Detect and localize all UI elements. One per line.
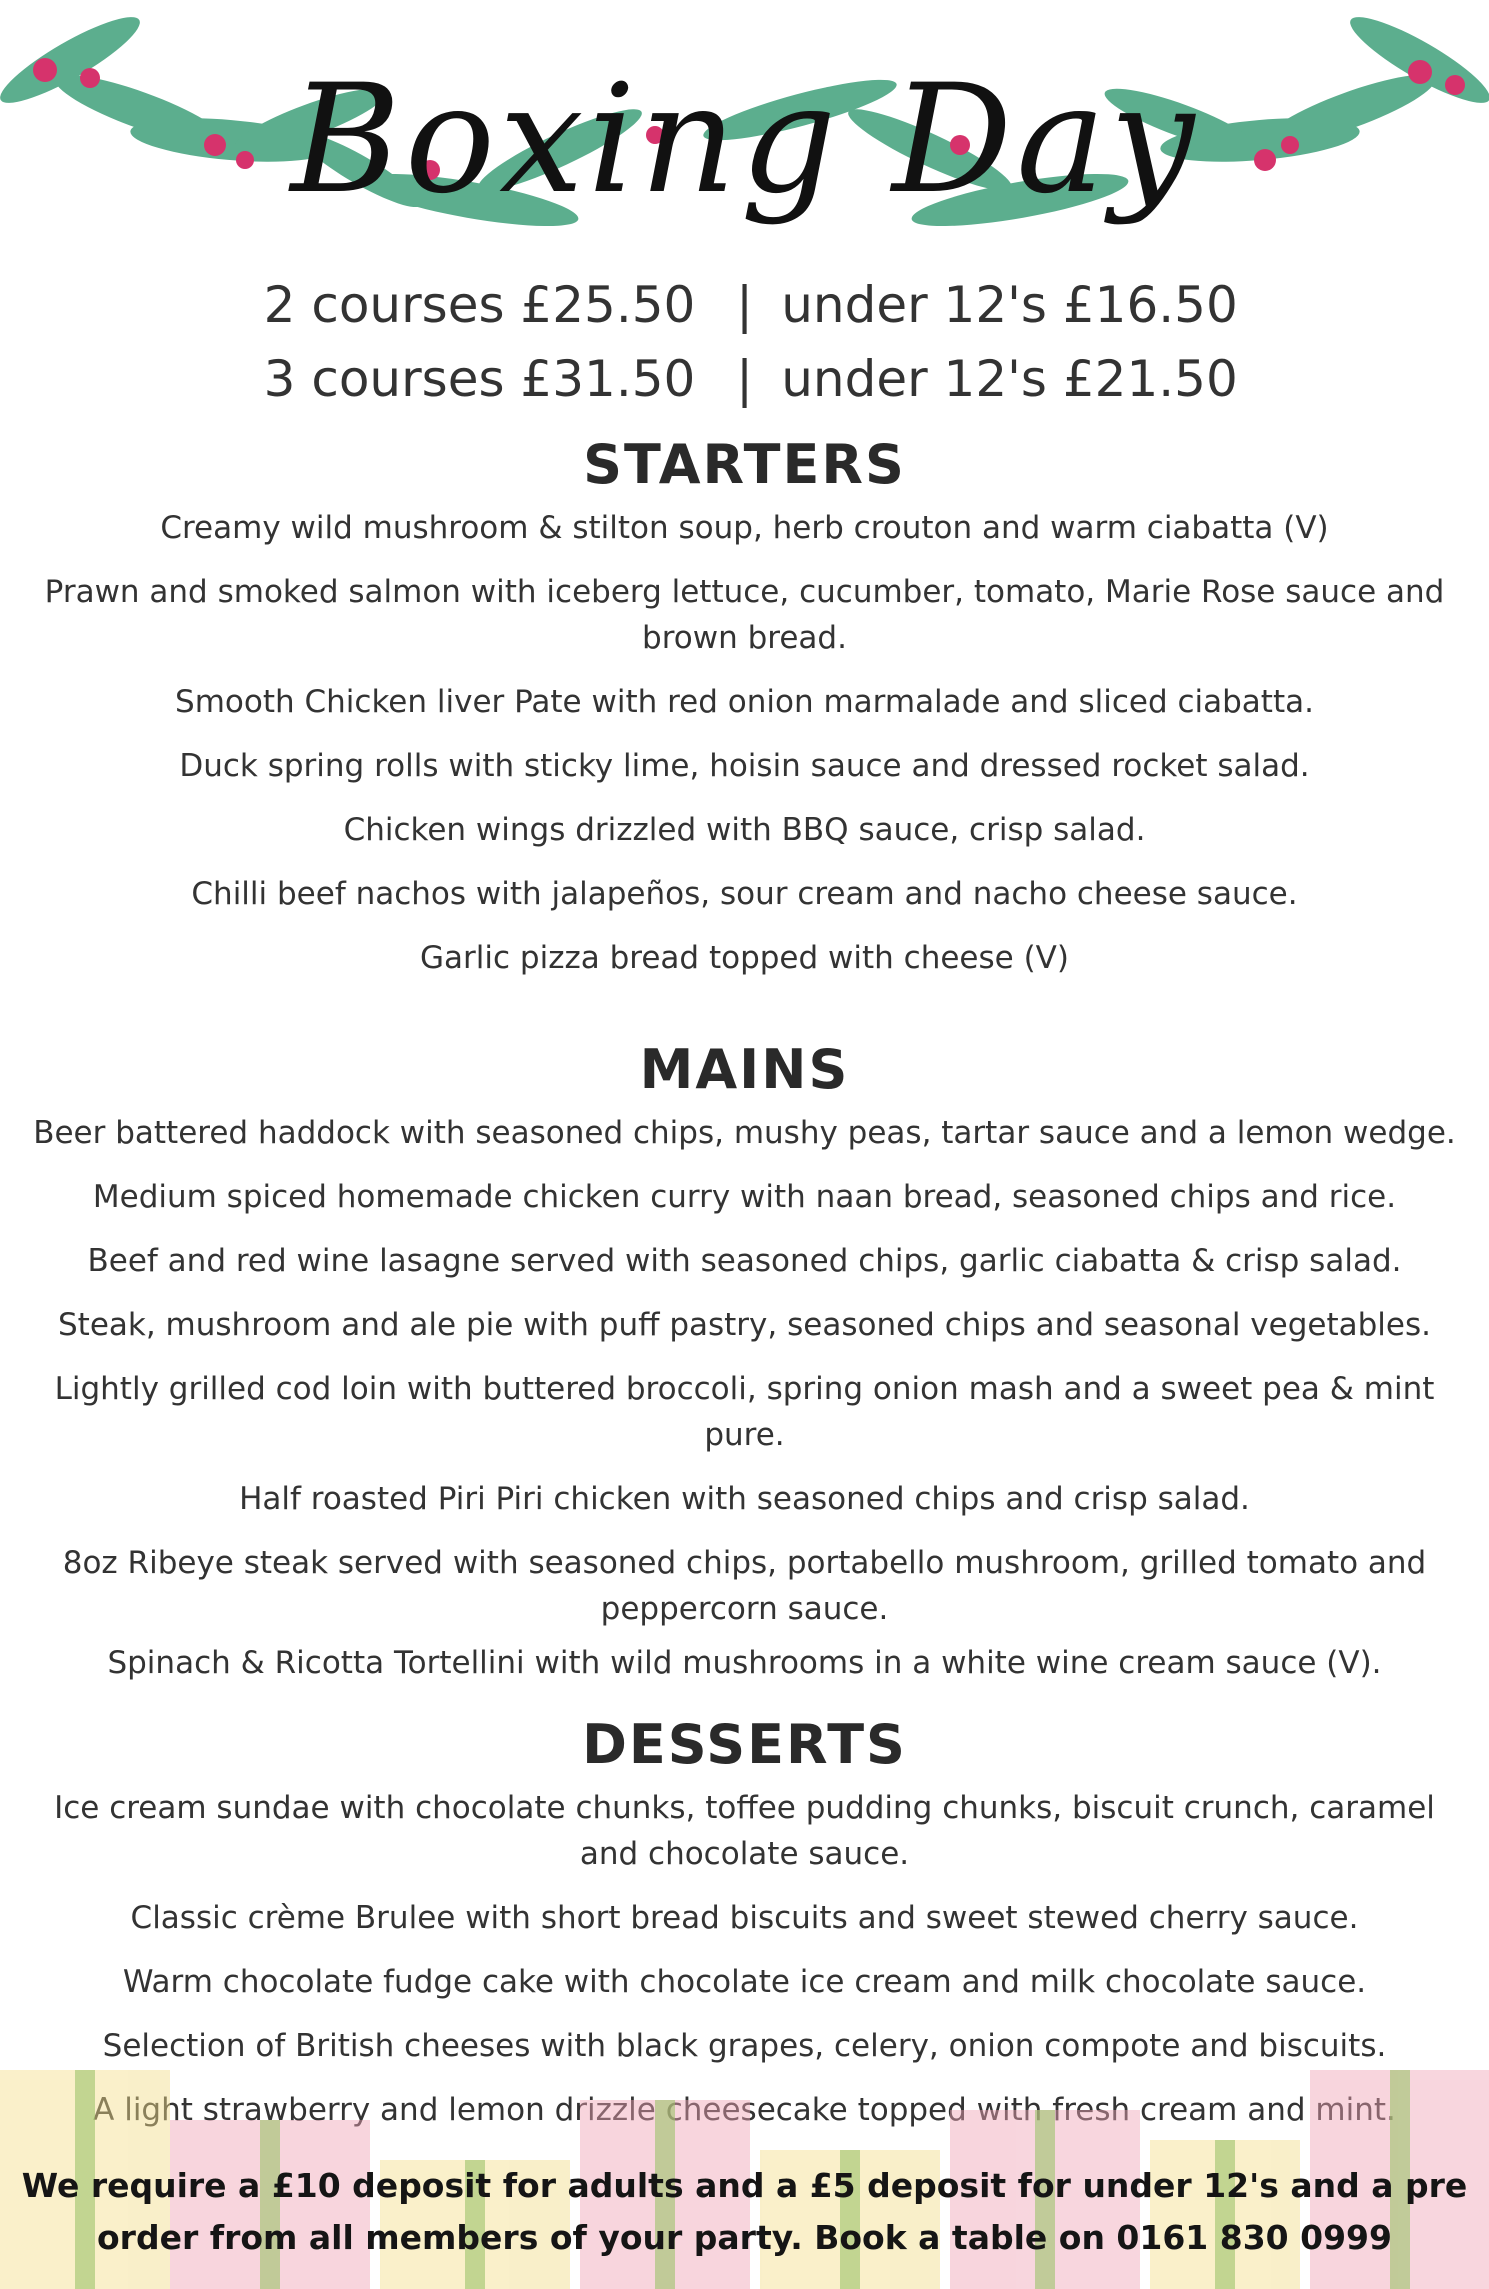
menu-item: Chicken wings drizzled with BBQ sauce, crisp salad. [343,812,1146,848]
menu-item: Steak, mushroom and ale pie with puff pastry, seasoned chips and seasonal vegetables. [57,1307,1431,1343]
menu-item: Warm chocolate fudge cake with chocolate ice cream and milk chocolate sauce. [122,1964,1367,2000]
menu-title: Boxing Day [290,53,1199,227]
price-row [0,268,1489,342]
price-child: under 12's £16.50 [781,276,1238,334]
menu-item: Beef and red wine lasagne served with seasoned chips, garlic ciabatta & crisp salad. [87,1243,1402,1279]
menu-item: Selection of British cheeses with black grapes, celery, onion compote and biscuits. [102,2028,1387,2064]
menu-item: strawberry and lemon cheesecake topped cream and [202,2092,1306,2128]
menu-item: Creamy wild mushroom & stilton soup, herb crouton and warm ciabatta (V) [160,510,1329,546]
deposit-note: We require a £10 deposit for adults and a £5 deposit for under 12's and a pre order from all members of your party. Book a table on 0161 830 0999 [21,2166,1468,2257]
menu-item: Spinach & Ricotta Tortellini with wild mushrooms in a white wine cream sauce (V). [107,1645,1382,1681]
menu-item: Lightly grilled cod loin with buttered broccoli, spring onion mash and a sweet pea & mint pure. [54,1371,1435,1453]
menu-item: Smooth Chicken liver Pate with red onion marmalade and sliced ciabatta. [175,684,1314,720]
price-separator: | [736,350,753,408]
menu-item: Chilli beef nachos with jalapeños, sour cream and nacho cheese sauce. [191,876,1298,912]
menu-item: 8oz Ribeye steak served with seasoned chips, portabello mushroom, grilled tomato and peppercorn sauce. [62,1545,1427,1627]
section-title-starters: STARTERS [583,433,906,496]
menu-item: Classic crème Brulee with short bread biscuits and sweet stewed cherry sauce. [130,1900,1359,1936]
section-title-desserts: DESSERTS [582,1713,907,1776]
price-separator: | [736,276,753,334]
price-row [0,342,1489,416]
menu-item: Medium spiced homemade chicken curry with naan bread, seasoned chips and rice. [92,1179,1397,1215]
price-child: under 12's £21.50 [781,350,1238,408]
menu-item: Garlic pizza bread topped with cheese (V) [420,940,1069,976]
menu-item: Prawn and smoked salmon with iceberg lettuce, cucumber, tomato, Marie Rose sauce and brown bread. [44,574,1445,656]
menu-item: Ice cream sundae with chocolate chunks, toffee pudding chunks, biscuit crunch, caramel and chocolate sauce. [54,1790,1435,1872]
mains-section [0,1030,1489,1704]
menu-item: Beer battered haddock with seasoned chips, mushy peas, tartar sauce and a lemon wedge. [33,1115,1456,1151]
price-list [0,268,1489,416]
menu-item: Duck spring rolls with sticky lime, hoisin sauce and dressed rocket salad. [179,748,1310,784]
price-adult: 2 courses £25.50 [263,276,696,334]
price-adult: 3 courses £31.50 [263,350,696,408]
menu-item: Half roasted Piri Piri chicken with seasoned chips and crisp salad. [239,1481,1250,1517]
starters-section [0,425,1489,999]
section-title-mains: MAINS [639,1038,850,1101]
